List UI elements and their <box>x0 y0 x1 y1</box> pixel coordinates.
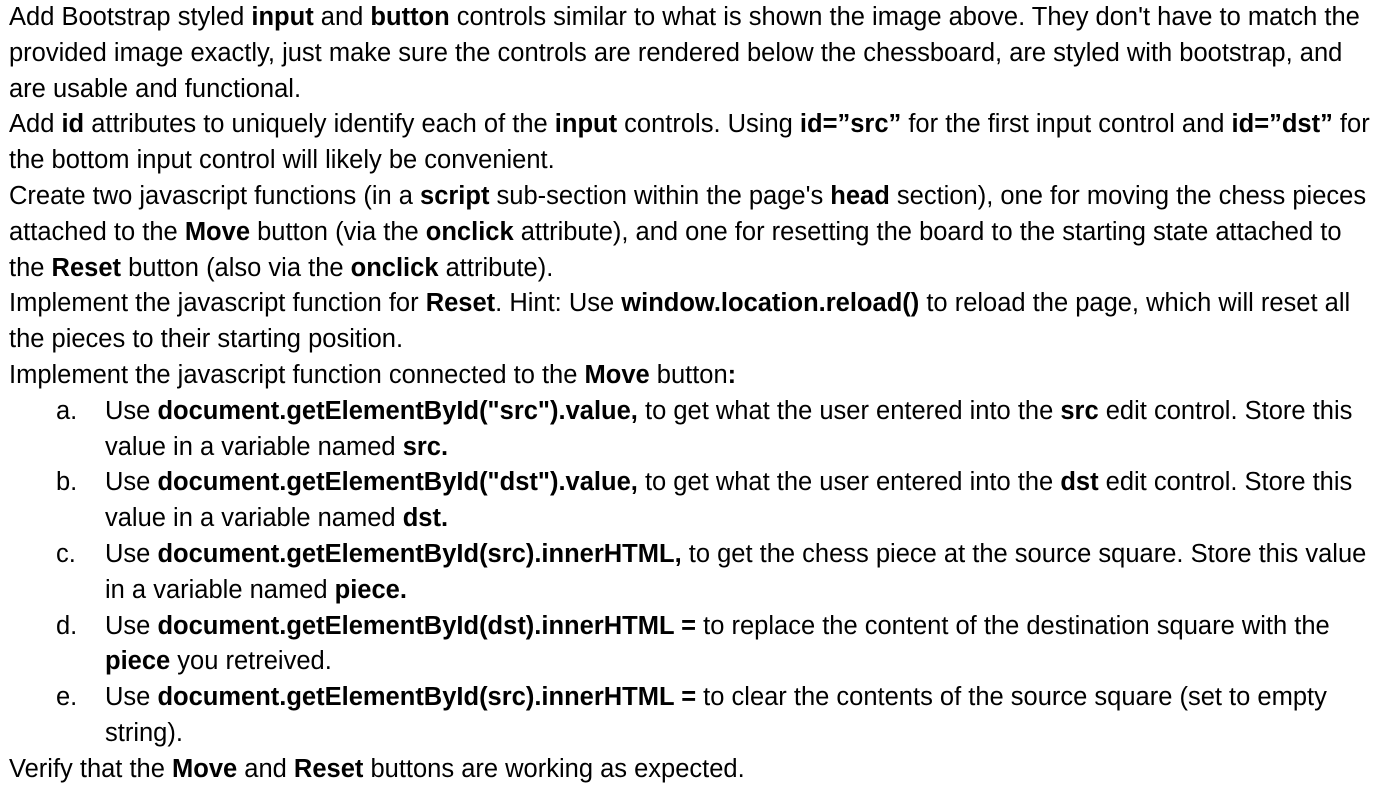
text-run: edit control. Store this value in a variable named <box>105 468 1353 533</box>
text-run: to clear the contents of the source square (set to empty string). <box>105 683 1327 747</box>
list-item-text <box>105 540 1366 604</box>
bold-text-run: document.getElementById(dst).innerHTML = <box>157 611 697 640</box>
list-item <box>9 465 1374 537</box>
bold-text-run: piece. <box>334 575 407 604</box>
bold-text-run: src. <box>402 432 449 461</box>
text-run: edit control. Store this value in a variable named <box>105 396 1353 461</box>
list-item <box>9 680 1374 752</box>
paragraph-verify <box>9 752 1374 788</box>
list-item <box>9 537 1374 609</box>
list-item-text <box>105 683 1327 747</box>
text-run: Use <box>105 468 158 497</box>
text-run: button (via the <box>250 217 426 246</box>
list-marker: c. <box>56 539 76 568</box>
list-marker: a. <box>56 396 78 425</box>
text-run: . Hint: Use <box>495 289 622 318</box>
text-run: section), one for moving the chess pieces attached to the <box>9 181 1367 246</box>
bold-text-run: Reset <box>425 289 496 318</box>
text-run: controls similar to what is shown the image above. They don't have to match the provided image exactly, just make sure the controls are rendered below the chessboard, are styled with bootstrap, and are usable and functional. <box>9 3 1360 103</box>
bold-text-run: Move <box>184 217 250 246</box>
text-run: to replace the content of the destination square with the <box>696 611 1330 640</box>
bold-text-run: head <box>830 181 890 210</box>
bold-text-run: Reset <box>51 253 121 282</box>
text-run: attribute), and one for resetting the board to the starting state attached to the <box>9 217 1342 282</box>
list-item-text <box>105 468 1352 532</box>
text-run: for the first input control and <box>901 110 1232 139</box>
paragraph-implement-reset <box>9 286 1374 358</box>
bold-text-run: document.getElementById(src).innerHTML, <box>157 539 682 568</box>
bold-text-run: Reset <box>293 754 364 783</box>
list-item <box>9 394 1374 466</box>
text-run: Use <box>105 539 158 568</box>
text-run: controls. Using <box>617 110 800 139</box>
move-steps-list <box>9 394 1374 752</box>
bold-text-run: document.getElementById("src").value, <box>157 396 638 425</box>
bold-text-run: dst. <box>402 504 449 533</box>
text-run: for the bottom input control will likely be convenient. <box>9 110 1370 175</box>
text-run: Implement the javascript function connected to the <box>9 360 585 389</box>
list-marker: e. <box>56 683 78 712</box>
text-run: buttons are working as expected. <box>363 754 745 783</box>
paragraph-implement-move <box>9 358 1374 394</box>
text-run: attributes to uniquely identify each of the <box>84 110 555 139</box>
bold-text-run: onclick <box>350 253 439 282</box>
bold-text-run: document.getElementById("dst").value, <box>157 468 638 497</box>
text-run: Add <box>9 110 62 139</box>
text-run: to get what the user entered into the <box>637 396 1061 425</box>
bold-text-run: Move <box>584 360 650 389</box>
list-marker: d. <box>56 611 78 640</box>
text-run: Verify that the <box>9 754 173 783</box>
text-run: Use <box>105 396 158 425</box>
text-run: Implement the javascript function for <box>9 289 426 318</box>
bold-text-run: src <box>1060 396 1099 425</box>
text-run: to reload the page, which will reset all the pieces to their starting position. <box>9 289 1351 354</box>
bold-text-run: button <box>370 3 450 31</box>
bold-text-run: Move <box>172 754 238 783</box>
bold-text-run: window.location.reload() <box>621 289 920 318</box>
instructions-document <box>9 0 1374 788</box>
bold-text-run: document.getElementById(src).innerHTML = <box>157 683 697 712</box>
paragraph-bootstrap-controls <box>9 0 1374 107</box>
text-run: Add Bootstrap styled <box>9 3 252 31</box>
text-run: and <box>313 3 371 31</box>
text-run: and <box>237 754 294 783</box>
bold-text-run: input <box>554 110 618 139</box>
text-run: to get the chess piece at the source square. Store this value in a variable named <box>105 539 1367 604</box>
bold-text-run: script <box>420 181 490 210</box>
text-run: attribute). <box>438 253 554 282</box>
bold-text-run: id <box>61 110 85 139</box>
bold-text-run: dst <box>1060 468 1099 497</box>
text-run: to get what the user entered into the <box>637 468 1061 497</box>
text-run: you retreived. <box>170 647 332 676</box>
bold-text-run: id=”src” <box>799 110 902 139</box>
text-run: Use <box>105 611 158 640</box>
bold-text-run: input <box>251 3 314 31</box>
bold-text-run: : <box>727 360 737 389</box>
paragraph-id-attributes <box>9 107 1374 179</box>
text-run: Use <box>105 683 158 712</box>
paragraph-create-functions <box>9 179 1374 286</box>
bold-text-run: id=”dst” <box>1231 110 1333 139</box>
list-item-text <box>105 612 1330 676</box>
text-run: button <box>649 360 728 389</box>
text-run: button (also via the <box>121 253 351 282</box>
list-marker: b. <box>56 468 78 497</box>
list-item <box>9 609 1374 681</box>
text-run: Create two javascript functions (in a <box>9 181 421 210</box>
bold-text-run: onclick <box>425 217 514 246</box>
list-item-text <box>105 397 1352 461</box>
bold-text-run: piece <box>105 647 171 676</box>
text-run: sub-section within the page's <box>489 181 831 210</box>
